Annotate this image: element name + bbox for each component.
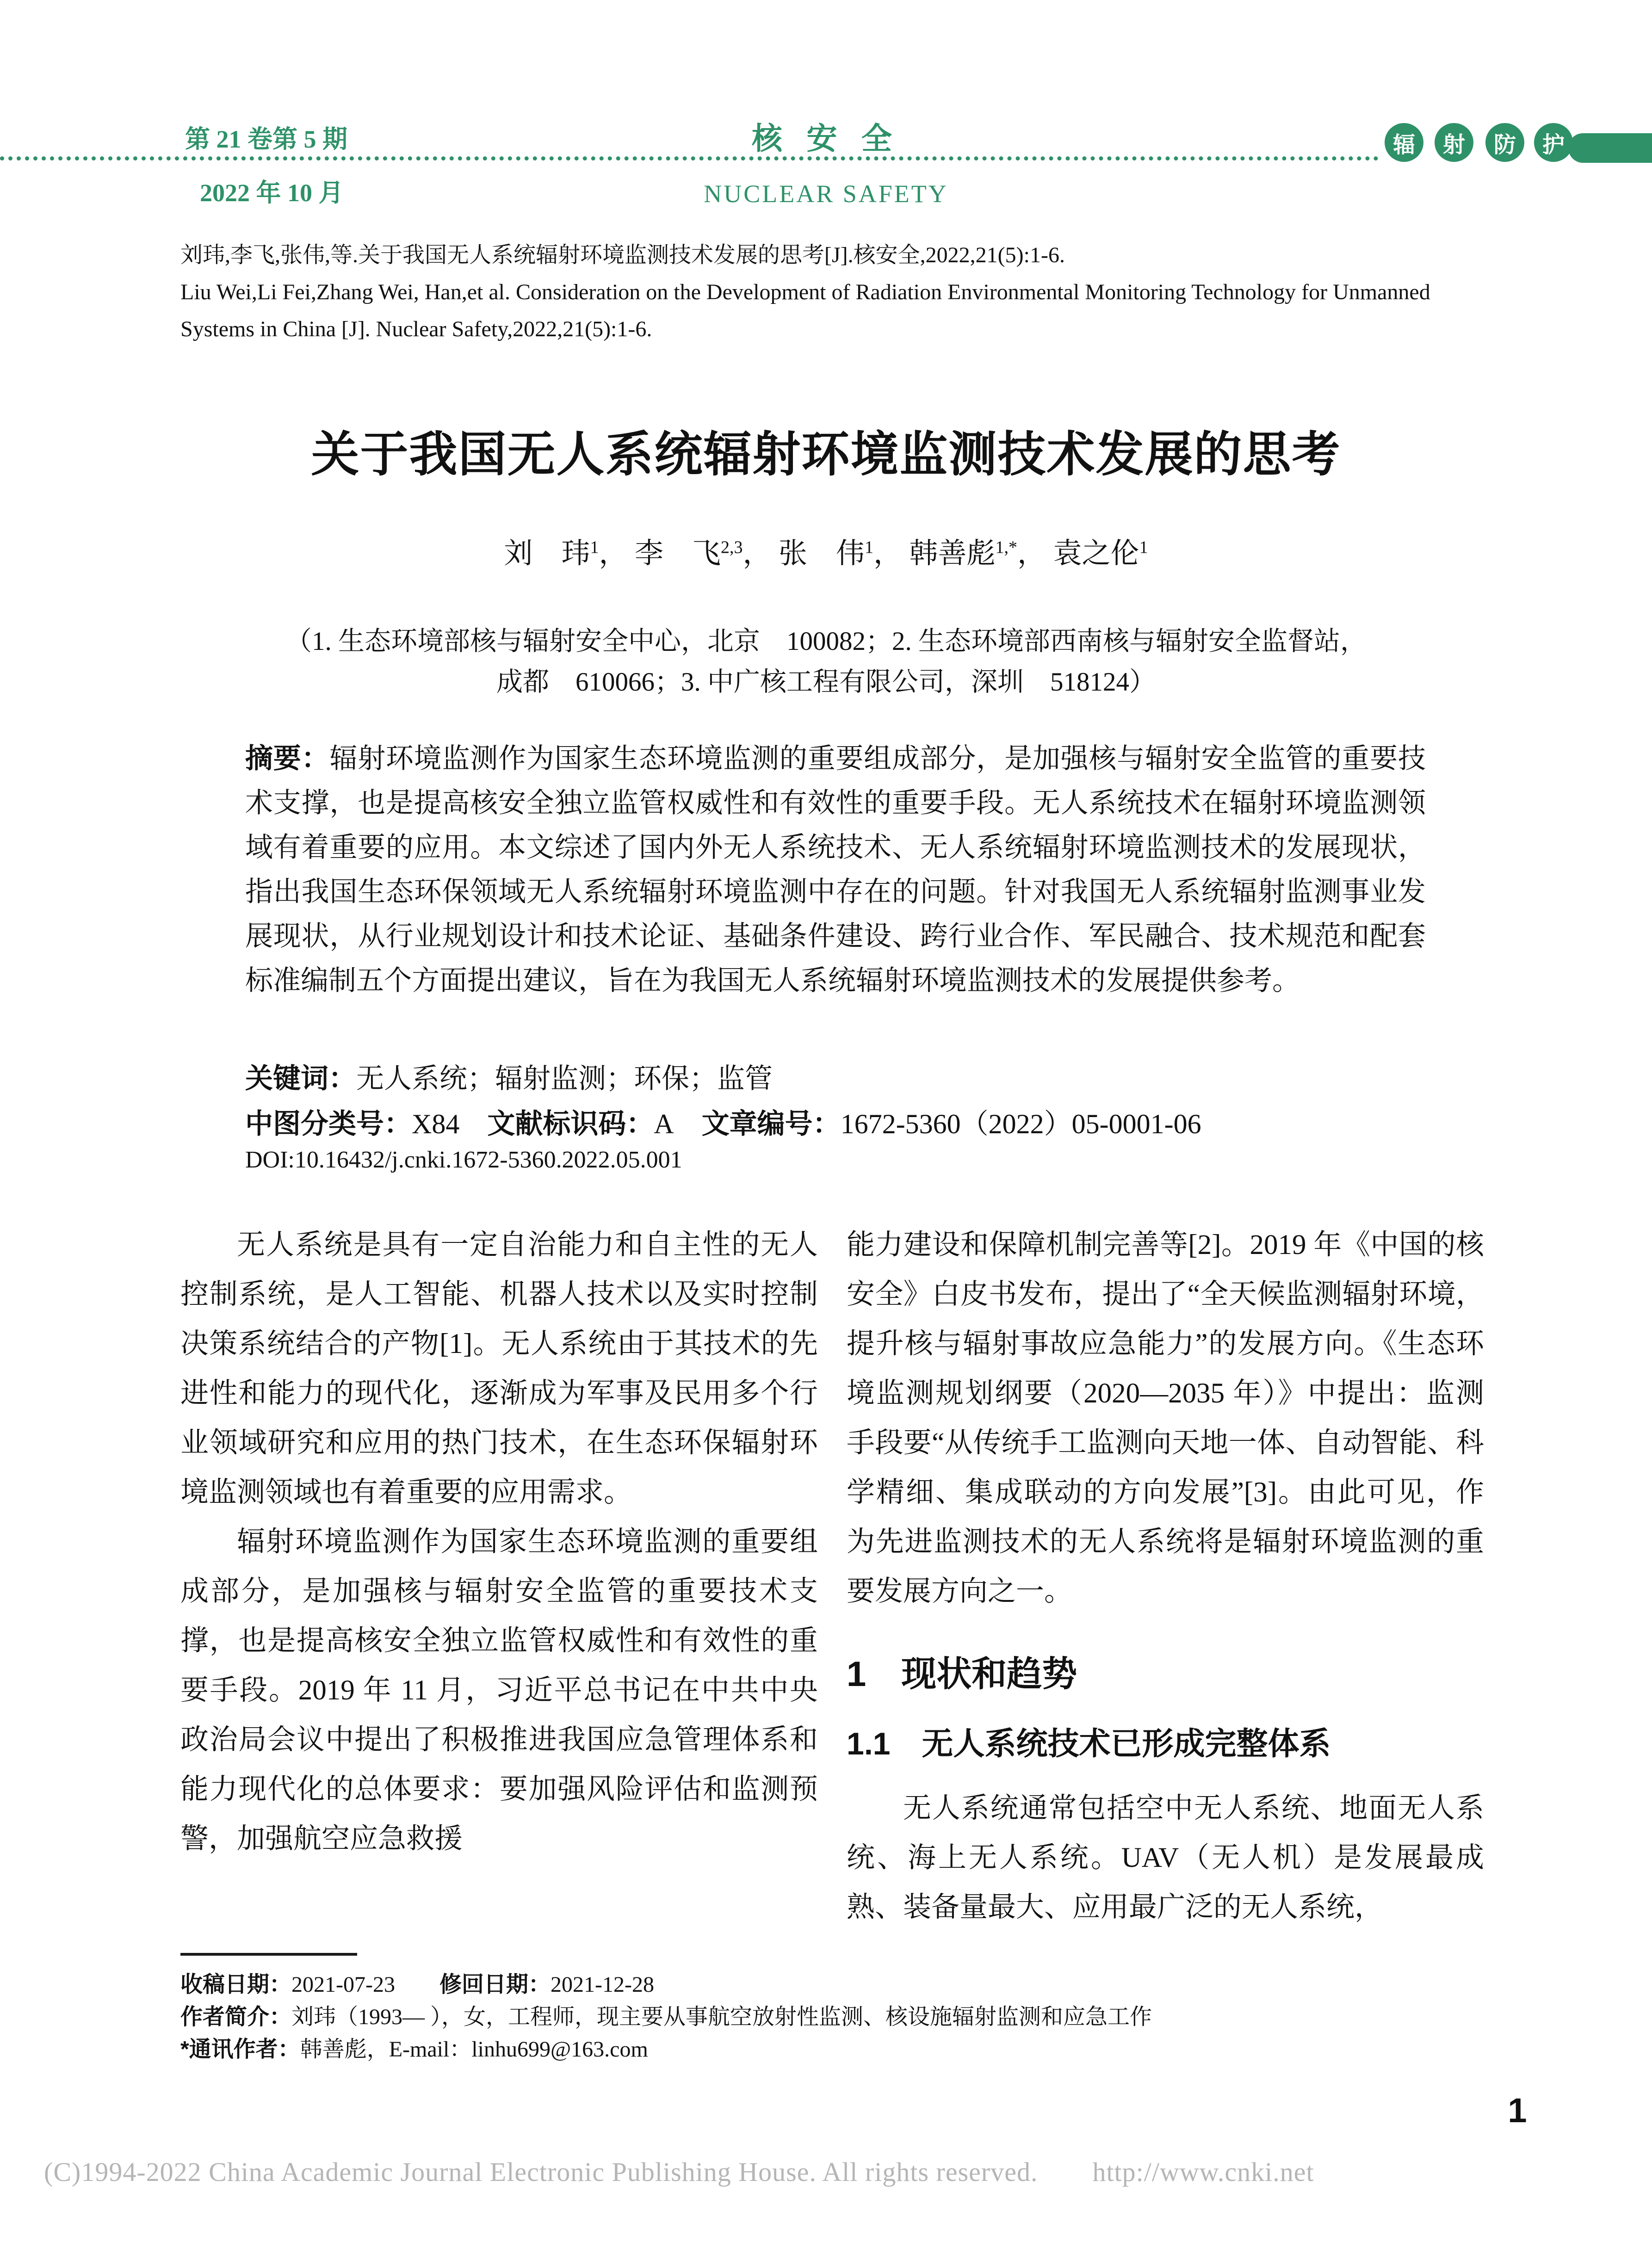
corresponding-text: 韩善彪，E-mail：linhu699@163.com [300,2037,648,2062]
keywords-text: 无人系统；辐射监测；环保；监管 [356,1063,773,1094]
bio-label: 作者简介： [180,2005,292,2029]
article-id-label: 文章编号： [701,1108,841,1139]
citation-en-line2: Systems in China [J]. Nuclear Safety,2022,21(5):1-6. [180,317,652,341]
author-affil-sup: 1 [865,537,873,557]
bio-text: 刘玮（1993— ），女，工程师，现主要从事航空放射性监测、核设施辐射监测和应急工作 [291,2005,1152,2029]
article-id-value: 1672-5360（2022）05-0001-06 [840,1109,1201,1139]
section-heading-1-1: 1.1 无人系统技术已形成完整体系 [847,1726,1331,1761]
received-date: 2021-07-23 [291,1972,395,1997]
clc-value: X84 [412,1109,460,1139]
affiliation-line2: 成都 610066；3. 中广核工程有限公司，深圳 518124） [496,667,1156,697]
footnote-bio [180,2001,1485,2033]
body-left-column [180,1220,818,1864]
footnote-corresponding [180,2033,1485,2066]
clc-label: 中图分类号： [245,1108,412,1139]
paragraph: 无人系统通常包括空中无人系统、地面无人系统、海上无人系统。UAV（无人机）是发展最成熟、装备量最大、应用最广泛的无人系统， [847,1793,1484,1923]
badge-char: 辐 [1392,132,1415,157]
affiliation-line1: （1. 生态环境部核与辐射安全中心，北京 100082；2. 生态环境部西南核与辐射安全监督站， [285,627,1367,656]
volume-issue: 第 21 卷第 5 期 [185,125,347,153]
paragraph: 能力建设和保障机制完善等[2]。2019 年《中国的核安全》白皮书发布，提出了“全天候监测辐射环境，提升核与辐射事故应急能力”的发展方向。《生态环境监测规划纲要（2020—2035 年）》中提出：监测手段要“从传统手工监测向天地一体、自动智能、科学精细、集成联动的方向发展”[3]。由此可见，作为先进监测技术的无人系统将是辐射环境监测的重要发展方向之一。 [847,1229,1484,1607]
author-affil-sup: 1 [1139,537,1148,557]
issue-date: 2022 年 10 月 [200,179,344,207]
badge-bar [1568,133,1652,163]
badge-circle-icon [1485,123,1524,162]
author-affil-sup: 1 [590,537,599,557]
paragraph: 无人系统是具有一定自治能力和自主性的无人控制系统，是人工智能、机器人技术以及实时控制决策系统结合的产物[1]。无人系统由于其技术的先进性和能力的现代化，逐渐成为军事及民用多个行业领域研究和应用的热门技术，在生态环保辐射环境监测领域也有着重要的应用需求。 [180,1229,818,1508]
doi-line: DOI:10.16432/j.cnki.1672-5360.2022.05.001 [245,1147,682,1173]
revised-date: 2021-12-28 [551,1972,654,1997]
received-label: 收稿日期： [180,1972,292,1997]
citation-en-line1: Liu Wei,Li Fei,Zhang Wei, Han,et al. Consideration on the Development of Radiation Environmental Monitoring Technology for Unmanned [180,280,1430,304]
badge-char: 防 [1493,132,1516,157]
author: 韩善彪$^{1,*}$， [909,537,1046,569]
badge-circle-icon [1534,123,1573,162]
body-right-column [847,1220,1484,1932]
revised-label: 修回日期： [439,1972,551,1997]
abstract-label: 摘要： [245,743,330,774]
badge-char: 护 [1542,132,1565,157]
author-affil-sup: 2,3 [720,537,743,557]
author: 袁之伦$^1$ [1053,537,1148,569]
citation-cn: 刘玮,李飞,张伟,等.关于我国无人系统辐射环境监测技术发展的思考[J].核安全,2022,21(5):1-6. [180,243,1065,267]
badge-circle-icon [1385,123,1423,162]
doc-code-label: 文献标识码： [487,1108,654,1139]
paragraph: 辐射环境监测作为国家生态环境监测的重要组成部分，是加强核与辐射安全监管的重要技术支撑，也是提高核安全独立监管权威性和有效性的重要手段。2019 年 11 月，习近平总书记在中共中央政治局会议中提出了积极推进我国应急管理体系和能力现代化的总体要求：要加强风险评估和监测预警，加强航空应急救援 [180,1526,818,1854]
author-affil-sup: 1,* [995,537,1018,557]
classification-line [245,1102,1541,1142]
keywords-line [245,1056,1494,1096]
article-title: 关于我国无人系统辐射环境监测技术发展的思考 [311,428,1341,482]
footnote-dates [180,1969,1485,2001]
author: 李 飞$^{2,3}$， [634,537,772,569]
abstract [245,736,1426,1003]
page-number: 1 [1508,2091,1527,2130]
keywords-label: 关键词： [245,1063,356,1094]
abstract-text: 辐射环境监测作为国家生态环境监测的重要组成部分，是加强核与辐射安全监管的重要技术支撑，也是提高核安全独立监管权威性和有效性的重要手段。无人系统技术在辐射环境监测领域有着重要的应用。本文综述了国内外无人系统技术、无人系统辐射环境监测技术的发展现状，指出我国生态环保领域无人系统辐射环境监测中存在的问题。针对我国无人系统辐射监测事业发展现状，从行业规划设计和技术论证、基础条件建设、跨行业合作、军民融合、技术规范和配套标准编制五个方面提出建议，旨在为我国无人系统辐射环境监测技术的发展提供参考。 [245,743,1426,996]
journal-title-cn: 核 安 全 [752,122,900,156]
corresponding-label: *通讯作者： [180,2037,300,2062]
footnote-rule [180,1953,357,1956]
copyright-line: (C)1994-2022 China Academic Journal Electronic Publishing House. All rights reserved. http://www.cnki.net [44,2157,1314,2187]
author: 刘 玮$^1$， [504,537,628,569]
header-dotted-rule [0,156,1379,161]
doc-code-value: A [654,1109,674,1139]
badge-char: 射 [1442,132,1465,157]
author: 张 伟$^1$， [778,537,903,569]
author-line [0,530,1652,571]
section-heading-1: 1 现状和趋势 [847,1655,1077,1694]
badge-circle-icon [1435,123,1473,162]
journal-title-en: NUCLEAR SAFETY [704,180,948,208]
